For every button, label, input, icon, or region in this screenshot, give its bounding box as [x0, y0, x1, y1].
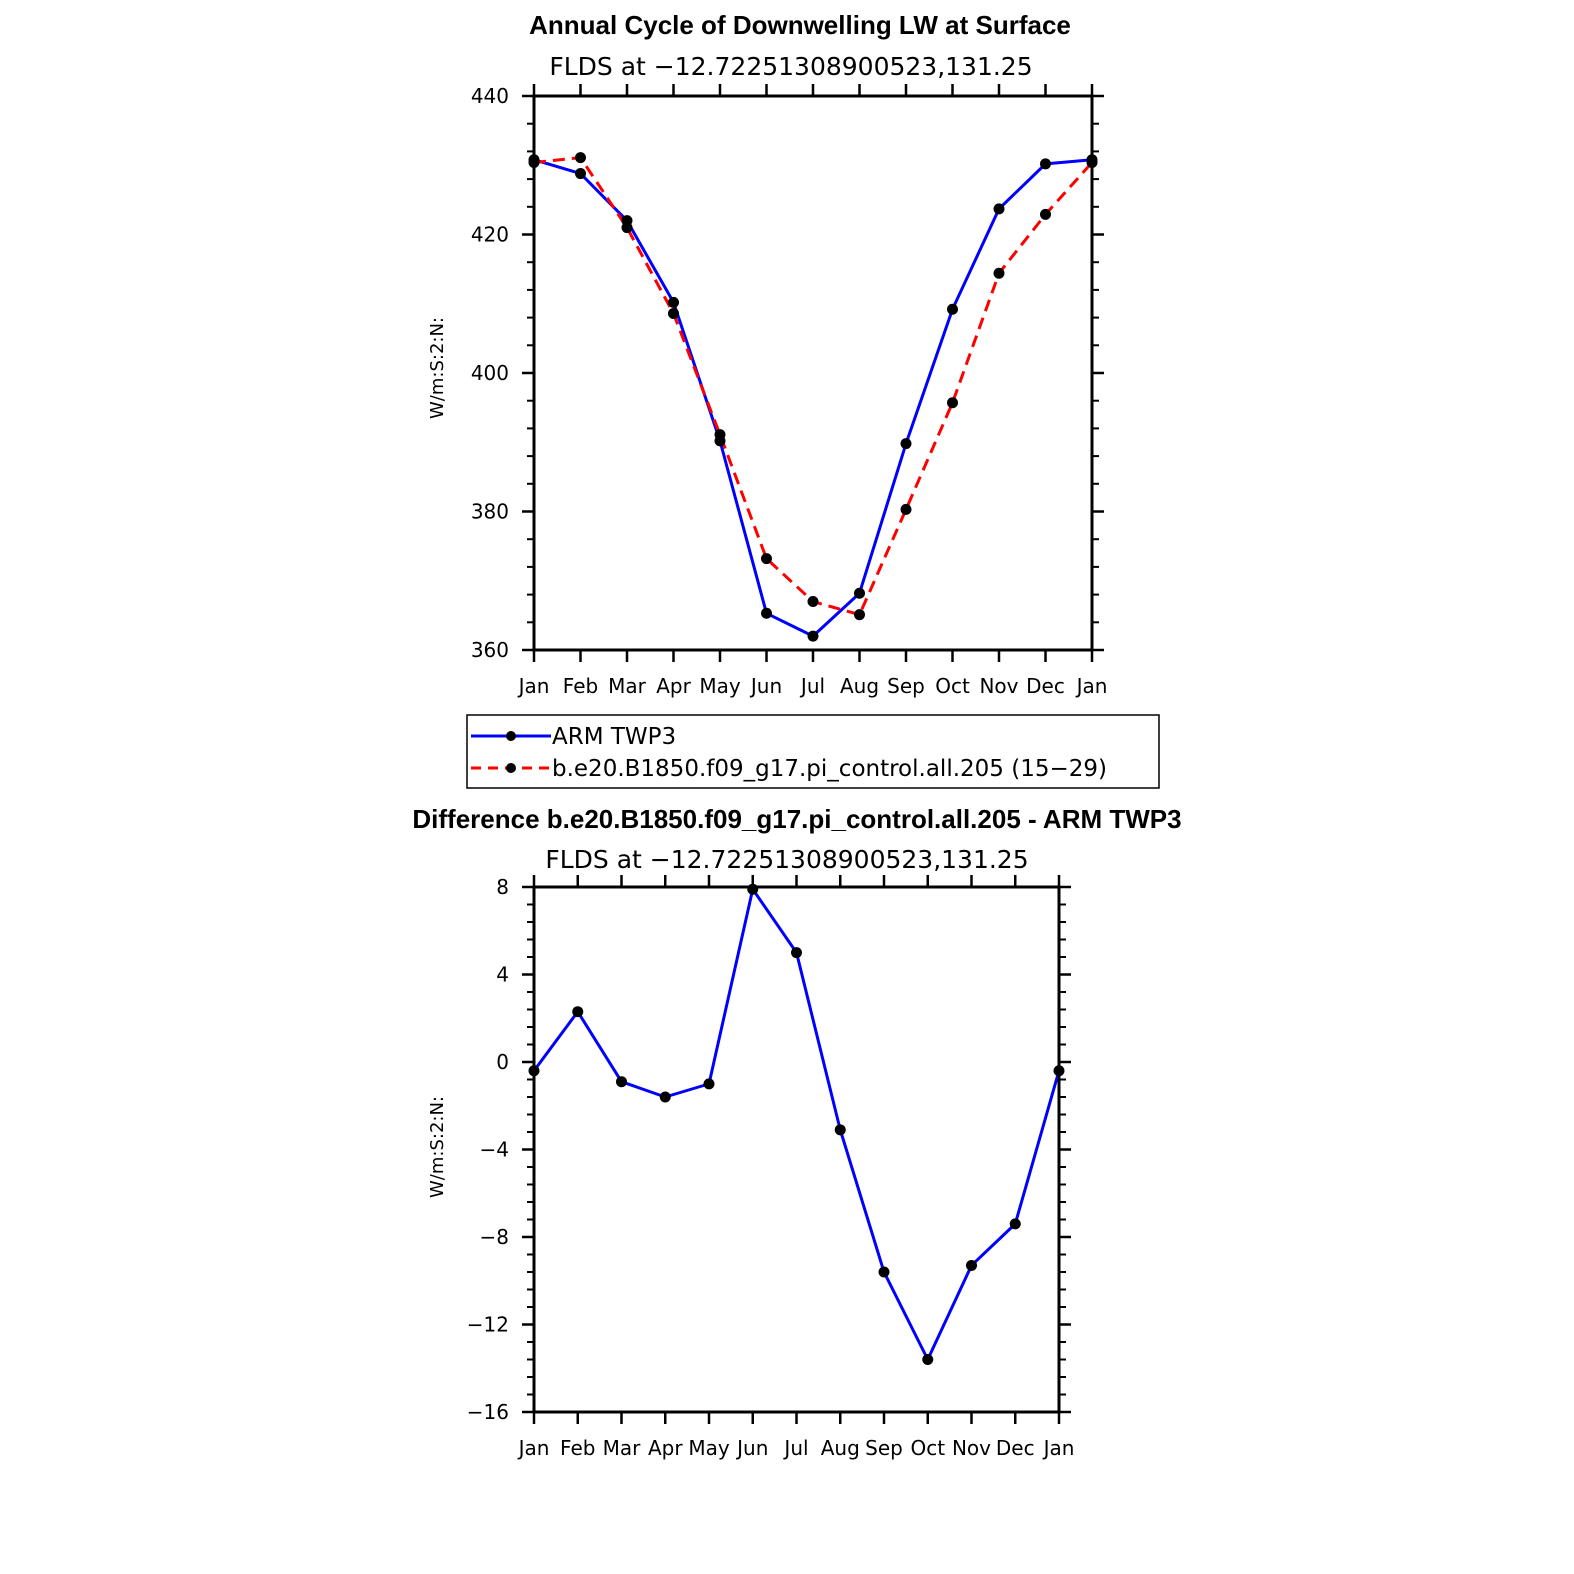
- data-point-series-1: [901, 504, 912, 515]
- y-tick-label: −16: [466, 1400, 509, 1424]
- x-tick-label: Oct: [935, 674, 970, 698]
- x-tick-label: Jan: [1076, 674, 1108, 698]
- y-tick-label: −4: [479, 1137, 509, 1162]
- y-tick-label: −8: [479, 1225, 509, 1249]
- x-tick-label: Nov: [951, 1436, 992, 1460]
- legend-label-model: b.e20.B1850.f09_g17.pi_control.all.205 (15−29): [552, 756, 1107, 782]
- data-point-series-0: [947, 304, 958, 315]
- x-tick-label: Jan: [518, 1436, 550, 1460]
- x-tick-label: Dec: [995, 1436, 1035, 1460]
- plot-frame: [534, 96, 1092, 650]
- data-point-series-0: [761, 608, 772, 619]
- chart-subtitle: FLDS at −12.72251308900523,131.25: [549, 52, 1033, 81]
- x-tick-label: Sep: [865, 1436, 903, 1460]
- x-tick-label: Jan: [1043, 1436, 1075, 1460]
- legend: [467, 715, 1159, 788]
- data-point-series-1: [994, 268, 1005, 279]
- y-axis-label: W/m:S:2:N:: [427, 317, 448, 419]
- data-point-series-1: [622, 222, 633, 233]
- x-tick-label: Aug: [820, 1436, 860, 1460]
- data-point-series-1: [668, 308, 679, 319]
- data-point-series-0: [704, 1078, 715, 1089]
- difference-chart: [412, 804, 1181, 1460]
- x-tick-label: Jul: [800, 674, 826, 698]
- data-point-series-1: [1040, 209, 1051, 220]
- data-point-series-0: [668, 297, 679, 308]
- chart-title: Annual Cycle of Downwelling LW at Surface: [529, 10, 1071, 40]
- x-tick-labels: [517, 1436, 1075, 1460]
- data-point-series-0: [966, 1260, 977, 1271]
- x-tick-label: Jun: [750, 674, 783, 698]
- series-points: [529, 152, 1098, 642]
- x-tick-label: Apr: [647, 1436, 683, 1460]
- x-tick-label: Jul: [784, 1436, 809, 1460]
- x-tick-label: Sep: [887, 674, 925, 698]
- series-lines: [534, 158, 1092, 637]
- x-tick-label: Mar: [602, 1436, 641, 1460]
- x-tick-label: Feb: [560, 1436, 596, 1460]
- plot-frame: [534, 887, 1059, 1412]
- series-line-0: [534, 889, 1059, 1359]
- legend-entry-model: [471, 756, 1107, 782]
- data-point-series-0: [575, 168, 586, 179]
- x-tick-label: Aug: [839, 674, 880, 698]
- x-tick-label: May: [688, 1436, 730, 1460]
- data-point-series-0: [808, 631, 819, 642]
- y-tick-label: 420: [470, 222, 509, 247]
- data-point-series-1: [575, 152, 586, 163]
- series-line-1: [534, 158, 1092, 615]
- x-tick-label: May: [699, 674, 741, 698]
- data-point-series-1: [947, 397, 958, 408]
- axis-ticks: [522, 84, 1104, 662]
- y-tick-label: 440: [470, 84, 509, 108]
- y-tick-labels: [467, 875, 509, 1424]
- y-tick-labels: [471, 84, 509, 662]
- y-tick-label: 400: [470, 361, 509, 385]
- data-point-series-0: [835, 1124, 846, 1135]
- data-point-series-0: [747, 884, 758, 895]
- data-point-series-1: [761, 553, 772, 564]
- data-point-series-0: [1040, 158, 1051, 169]
- data-point-series-0: [1010, 1218, 1021, 1229]
- data-point-series-1: [854, 609, 865, 620]
- data-point-series-0: [922, 1354, 933, 1365]
- legend-marker-model: [506, 763, 516, 773]
- y-tick-label: 0: [496, 1050, 509, 1074]
- y-tick-label: −12: [466, 1312, 509, 1337]
- data-point-series-0: [660, 1092, 671, 1103]
- x-tick-label: Jan: [518, 674, 550, 698]
- x-tick-label: Apr: [656, 674, 691, 698]
- y-tick-label: 4: [496, 962, 509, 987]
- data-point-series-0: [994, 203, 1005, 214]
- data-point-series-1: [715, 429, 726, 440]
- x-tick-label: Dec: [1026, 674, 1065, 698]
- x-tick-label: Jun: [737, 1436, 769, 1460]
- data-point-series-0: [854, 588, 865, 599]
- data-point-series-0: [791, 947, 802, 958]
- series-line-0: [534, 160, 1092, 636]
- legend-label-arm: ARM TWP3: [552, 724, 677, 750]
- series-points: [529, 884, 1065, 1365]
- y-tick-label: 360: [470, 638, 509, 662]
- x-tick-labels: [517, 674, 1108, 698]
- data-point-series-0: [572, 1006, 583, 1017]
- legend-marker-arm: [506, 731, 516, 741]
- y-axis-label: W/m:S:2:N:: [427, 1096, 448, 1198]
- data-point-series-0: [879, 1267, 890, 1278]
- series-lines: [534, 889, 1059, 1359]
- y-tick-label: 380: [470, 499, 509, 524]
- data-point-series-0: [901, 438, 912, 449]
- chart-subtitle: FLDS at −12.72251308900523,131.25: [545, 845, 1029, 874]
- x-tick-label: Feb: [562, 674, 599, 698]
- annual-cycle-chart: [427, 10, 1107, 698]
- x-tick-label: Oct: [910, 1436, 946, 1460]
- data-point-series-0: [616, 1076, 627, 1087]
- y-tick-label: 8: [496, 875, 509, 899]
- data-point-series-1: [808, 596, 819, 607]
- x-tick-label: Mar: [608, 674, 646, 698]
- chart-title: Difference b.e20.B1850.f09_g17.pi_control.all.205 - ARM TWP3: [412, 804, 1182, 834]
- x-tick-label: Nov: [979, 674, 1019, 698]
